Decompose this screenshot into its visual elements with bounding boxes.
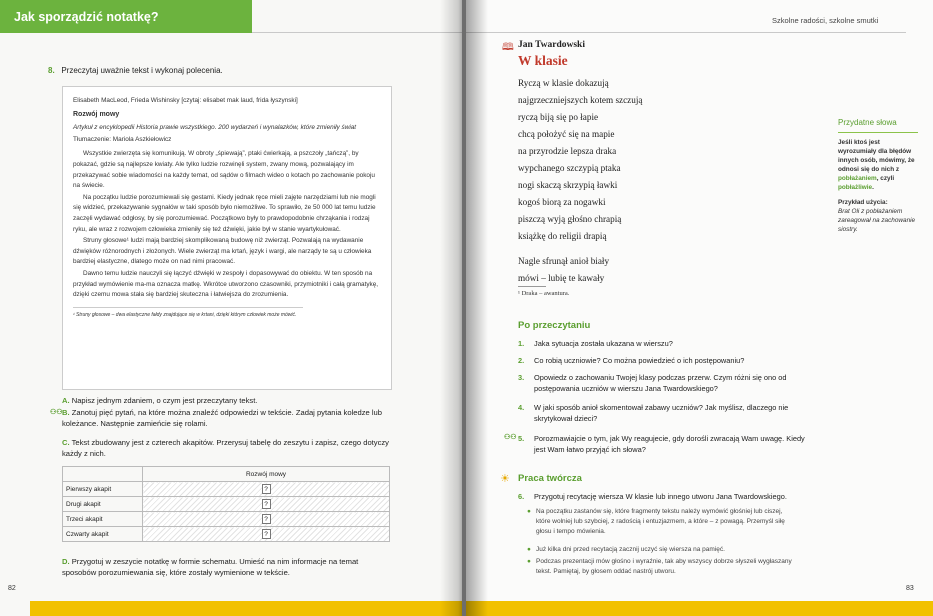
table-header: Rozwój mowy: [143, 467, 390, 482]
poem-line: na przyrodzie lepsza draka: [518, 146, 617, 156]
pair-icon: ⚇⚇: [504, 434, 517, 441]
bottom-bar-right: [466, 601, 933, 616]
article-source: Artykuł z encyklopedii Historia prawie wszystkiego. 200 wydarzeń i wynalazków, które zmieniły świat: [73, 124, 357, 132]
table-row: [63, 527, 390, 542]
question-mark-icon: ?: [262, 529, 271, 539]
task-6: 6. Przygotuj recytację wiersza W klasie lub innego utworu Jana Twardowskiego.: [518, 492, 787, 501]
task-c: [62, 437, 392, 459]
task-8-number: 8.: [48, 66, 55, 75]
poem-line: kogoś biorą za nogawki: [518, 197, 606, 207]
task-8: [48, 66, 223, 75]
poem-line: Nagle sfrunął anioł biały: [518, 256, 610, 266]
poem-line: piszczą wyją głośno chrapią: [518, 214, 622, 224]
poem-line: chcą położyć się na mapie: [518, 129, 615, 139]
task-b-text: Zanotuj pięć pytań, na które można znaleźć odpowiedzi w tekście. Zadaj pytania koledze lub koleżance. Następnie zamieńcie się rolami.: [62, 408, 382, 428]
task-d: [62, 556, 392, 578]
book-spine-shadow: [466, 0, 488, 616]
task-d-text: Przygotuj w zeszycie notatkę w formie schematu. Umieść na nim informacje na temat sposobów porozumiewania się, które zostały wymienione w tekście.: [62, 557, 359, 577]
row-label: Trzeci akapit: [63, 512, 143, 527]
poem-footnote: ¹ Draka – awantura.: [518, 290, 570, 297]
bullet-icon: ●: [527, 546, 531, 553]
sidebar-heading: Przydatne słowa: [838, 118, 897, 127]
pair-icon: ⚇⚇: [50, 409, 63, 416]
task-a: [62, 395, 392, 406]
bullet-icon: ●: [527, 558, 531, 565]
row-label: Drugi akapit: [63, 497, 143, 512]
paragraph-1: Wszystkie zwierzęta się komunikują. W obroty „śpiewają”, ptaki ćwierkają, a pszczoły „tańczą”, by pokazać, gdzie są najlepsze kwiaty. Ale tylko ludzie rozwinęli system, zwany mową, pozwalający im przekazywać sobie wiadomości na każdy temat, od sądów o filmach wideo o kotach po zachowanie pokoju na świecie.: [73, 150, 375, 190]
poem-line: Ryczą w klasie dokazują: [518, 78, 609, 88]
translator: Tłumaczenie: Mariola Aszkiełowicz: [73, 135, 172, 143]
list-item: ● Już kilka dni przed recytacją zacznij uczyć się wiersza na pamięć.: [527, 546, 725, 553]
task-8-text: Przeczytaj uważnie tekst i wykonaj polecenia.: [61, 66, 223, 75]
sidebar-rule: [838, 132, 918, 133]
bullet-icon: ●: [527, 508, 531, 515]
question-2: 2. Co robią uczniowie? Co można powiedzieć o ich postępowaniu?: [518, 356, 745, 365]
sidebar-example-label: Przykład użycia:: [838, 199, 888, 206]
poem-line: książkę do religii drapią: [518, 231, 607, 241]
poem-line: ryczą biją się po łapie: [518, 112, 599, 122]
poem-line: nogi skaczą skrzypią ławki: [518, 180, 618, 190]
question-mark-icon: ?: [262, 499, 271, 509]
bottom-bar-left: [30, 601, 462, 616]
question-3: 3. Opowiedz o zachowaniu Twojej klasy podczas przerw. Czym różni się ono od postępowania uczniów w wierszu Jana Twardowskiego?: [518, 373, 787, 393]
row-label: Czwarty akapit: [63, 527, 143, 542]
sun-icon: ☀: [500, 473, 510, 485]
sidebar-example: Brat Oli z pobłażaniem zareagował na zachowanie siostry.: [838, 208, 916, 233]
reading-box: [62, 86, 392, 390]
page-number-right: 83: [906, 585, 914, 592]
question-mark-icon: ?: [262, 514, 271, 524]
poem-text: [518, 75, 642, 287]
section-after-reading: Po przeczytaniu: [518, 320, 591, 331]
section-creative: Praca twórcza: [518, 473, 582, 484]
task-a-text: Napisz jednym zdaniem, o czym jest przeczytany tekst.: [71, 396, 258, 405]
right-page: [466, 0, 933, 616]
chapter-header: Jak sporządzić notatkę?: [0, 0, 252, 33]
page-number-left: 82: [8, 585, 16, 592]
box-footnote: ¹ Struny głosowe – dwa elastyczne fałdy znajdujące się w krtani, dzięki którym człowiek może mówić.: [73, 307, 303, 321]
paragraph-3: Struny głosowe¹ ludzi mają bardziej skomplikowaną budowę niż zwierząt. Pozwalają na wydawanie dźwięków różnorodnych i złożonych. Wiele zwierząt ma krtań, język i wargi, ale narządy te są u człowieka bardziej elastyczne, dlatego może on nad nimi pracować.: [73, 237, 372, 266]
source-line: Elisabeth MacLeod, Frieda Wishinsky [czytaj: elisabet mak laud, frida łyszynski]: [73, 97, 298, 104]
left-page: [0, 0, 462, 616]
task-b-letter: B.: [62, 408, 70, 417]
poem-author: Jan Twardowski: [518, 40, 585, 50]
task-a-letter: A.: [62, 396, 70, 405]
footnote-rule: [518, 286, 546, 287]
sidebar-definition: Jeśli ktoś jest wyrozumiały dla błędów innych osób, mówimy, że odnosi się do nich z pobłażaniem, czyli pobłażliwie.: [838, 139, 915, 191]
task-c-letter: C.: [62, 438, 70, 447]
paragraph-2: Na początku ludzie porozumiewali się gestami. Kiedy jednak ręce mieli zajęte narzędziami lub nie mogli się widzieć, przekazywanie sygnałów w taki sposób było niemożliwe. To sprawiło, że 50 000 lat temu ludzie zaczęli wydawać odgłosy, by się porozumiewać. Początkowo były to prawdopodobnie chrząkania i rodzaj ryku, ale wraz z rozwojem człowieka zmieniły się też dźwięki, jakie był w stanie wyartykułować.: [73, 193, 376, 233]
table-row: [63, 482, 390, 497]
list-item: ● Podczas prezentacji mów głośno i wyraźnie, tak aby wszyscy dobrze słyszeli wygłaszany tekst. Pamiętaj, by głosem oddać nastrój utworu.: [527, 558, 792, 575]
poem-line: najgrzeczniejszych kotem szczują: [518, 95, 643, 105]
task-b: [62, 407, 392, 429]
running-head: Szkolne radości, szkolne smutki: [772, 16, 879, 25]
task-c-text: Tekst zbudowany jest z czterech akapitów. Przerysuj tabelę do zeszytu i zapisz, czego dotyczy każdy z nich.: [62, 438, 389, 458]
question-mark-icon: ?: [262, 484, 271, 494]
row-label: Pierwszy akapit: [63, 482, 143, 497]
poem-line: mówi – lubię te kawały: [518, 273, 605, 283]
article-title: Rozwój mowy: [73, 110, 120, 118]
header-rule: [252, 32, 462, 33]
question-4: 4. W jaki sposób anioł skomentował zabawy uczniów? Jak myślisz, dlaczego nie skrytykował dzieci?: [518, 403, 789, 423]
list-item: ● Na początku zastanów się, które fragmenty tekstu należy wymówić głośniej lub ciszej, które wolniej lub szybciej, z radością i entuzjazmem, a które – z powagą. Przemyśl siłę głosu i tempo mówienia.: [527, 508, 785, 535]
header-rule: [466, 32, 906, 33]
paragraph-table: [62, 466, 390, 542]
table-row: [63, 497, 390, 512]
question-5: 5. Porozmawiajcie o tym, jak Wy reagujecie, gdy dorośli zwracają Wam uwagę. Kiedy jest Wam łatwo przyjąć ich słowa?: [518, 434, 805, 454]
sidebar-useful-words: [838, 118, 918, 234]
table-row: [63, 512, 390, 527]
book-icon: 🕮: [502, 42, 514, 53]
task-d-letter: D.: [62, 557, 70, 566]
poem-title: W klasie: [518, 53, 568, 68]
paragraph-4: Dawno temu ludzie nauczyli się łączyć dźwięki w zespoły i dopasowywać do obiektu. W ten sposób na przykład wymówienie ma-ma oznacza matkę. Wkrótce utworzono czasowniki, przymiotniki i całą gramatykę, dzięki czemu mowa stała się bardziej skuteczna i łatwiejsza do zrozumienia.: [73, 269, 379, 299]
question-1: 1. Jaka sytuacja została ukazana w wierszu?: [518, 339, 673, 348]
poem-line: wypchanego szczypią ptaka: [518, 163, 621, 173]
